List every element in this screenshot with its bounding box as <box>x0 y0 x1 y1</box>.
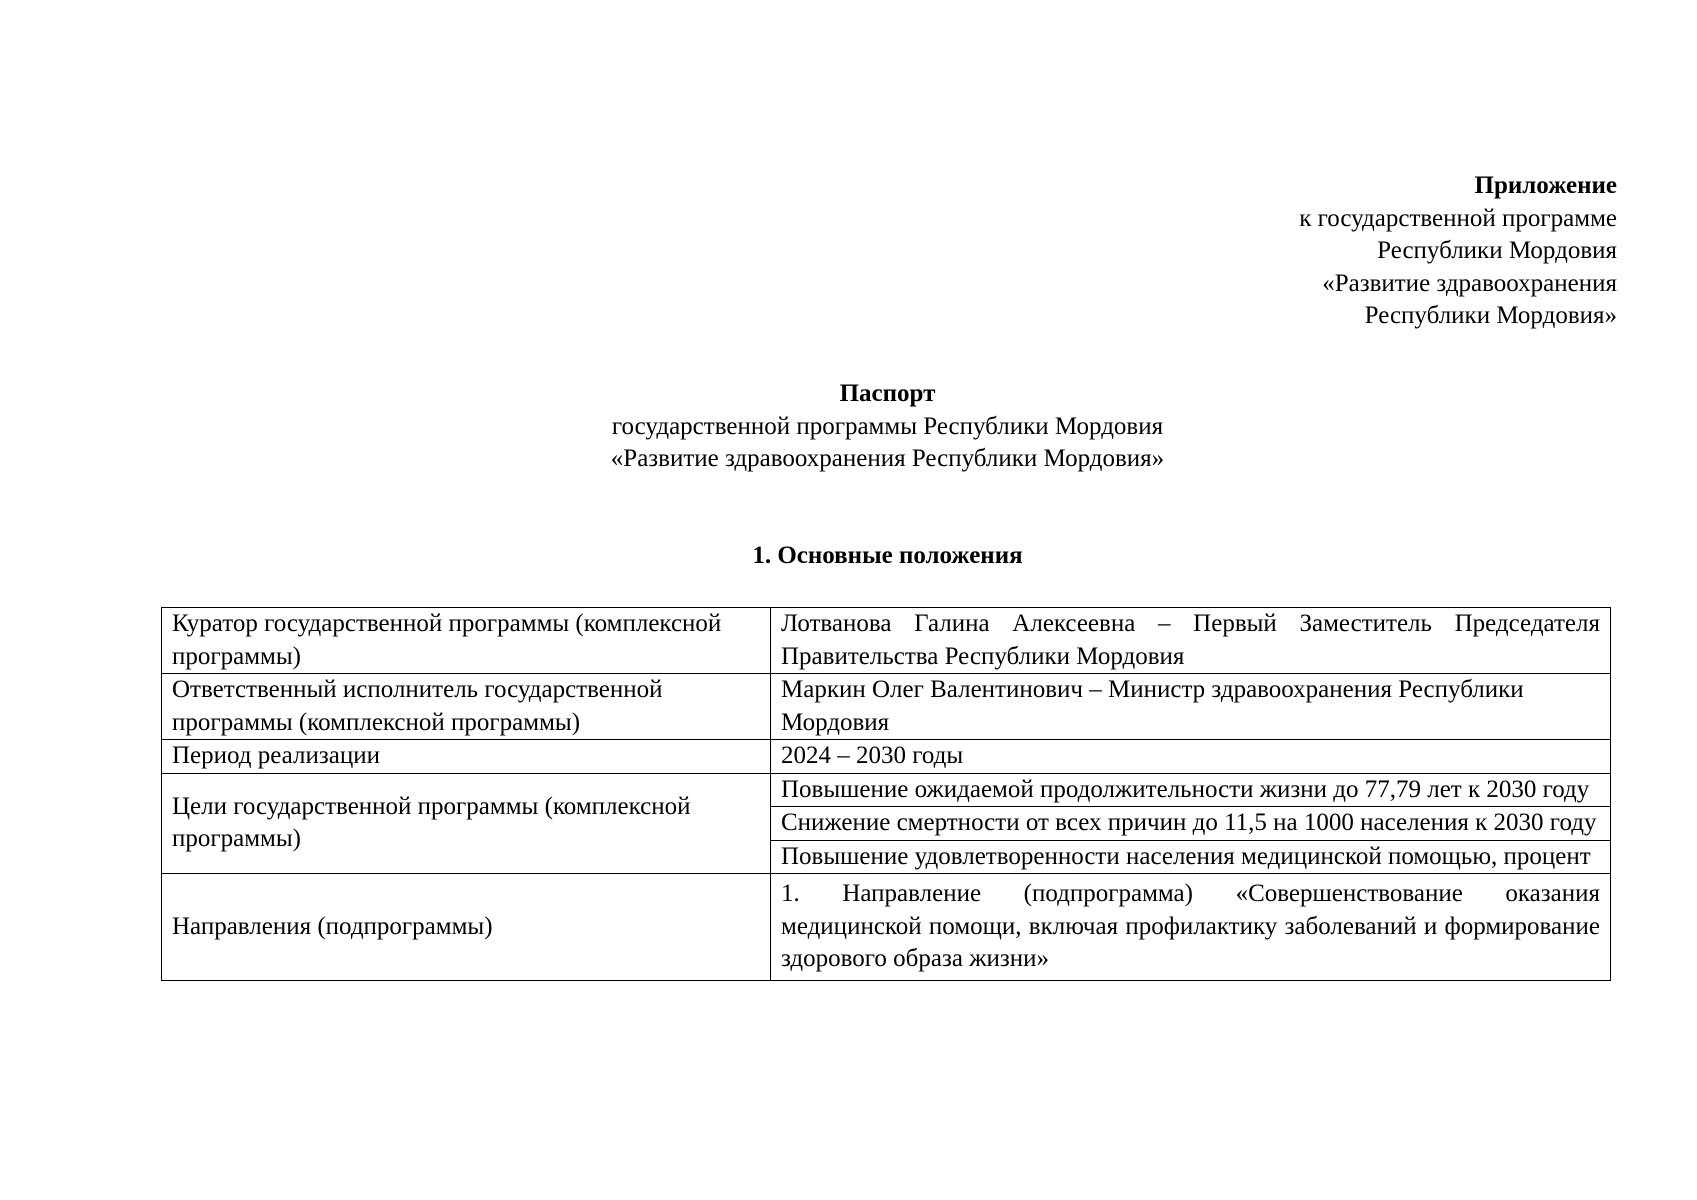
appendix-header <box>1299 170 1617 333</box>
passport-header <box>0 378 1697 476</box>
table-row-goal <box>162 773 1611 807</box>
appendix-line: Республики Мордовия <box>1377 237 1617 264</box>
passport-title: Паспорт <box>839 380 936 407</box>
table-cell-value: Повышение удовлетворенности населения медицинской помощью, процент <box>771 840 1611 874</box>
table-cell-value: Лотванова Галина Алексеевна – Первый Заместитель Председателя Правительства Республики Мордовия <box>771 608 1611 674</box>
table-row-executor <box>162 674 1611 740</box>
table-cell-label: Ответственный исполнитель государственной программы (комплексной программы) <box>162 674 771 740</box>
table-cell-value: 1. Направление (подпрограмма) «Совершенствование оказания медицинской помощи, включая профилактику заболеваний и формирование здорового образа жизни» <box>771 874 1611 981</box>
table-cell-value: 2024 – 2030 годы <box>771 740 1611 774</box>
table-row-directions <box>162 874 1611 981</box>
table-row-curator <box>162 608 1611 674</box>
passport-subtitle-line: «Развитие здравоохранения Республики Мордовия» <box>610 445 1165 472</box>
appendix-line: «Развитие здравоохранения <box>1322 269 1617 297</box>
appendix-line: Республики Мордовия» <box>1364 302 1617 329</box>
table-cell-label: Цели государственной программы (комплексной программы) <box>162 773 771 874</box>
table-cell-value: Маркин Олег Валентинович – Министр здравоохранения Республики Мордовия <box>771 674 1611 740</box>
table-cell-value: Снижение смертности от всех причин до 11,5 на 1000 населения к 2030 году <box>771 807 1611 841</box>
table-cell-value: Повышение ожидаемой продолжительности жизни до 77,79 лет к 2030 году <box>771 773 1611 807</box>
table-cell-label: Направления (подпрограммы) <box>162 874 771 981</box>
appendix-title: Приложение <box>1474 172 1617 199</box>
table-row-period <box>162 740 1611 774</box>
appendix-line: к государственной программе <box>1299 204 1617 232</box>
passport-table <box>161 607 1611 981</box>
passport-subtitle-line: государственной программы Республики Мордовия <box>611 412 1164 440</box>
section-heading: 1. Основные положения <box>752 542 1023 569</box>
table-cell-label: Куратор государственной программы (комплексной программы) <box>162 608 771 674</box>
table-cell-label: Период реализации <box>162 740 771 774</box>
